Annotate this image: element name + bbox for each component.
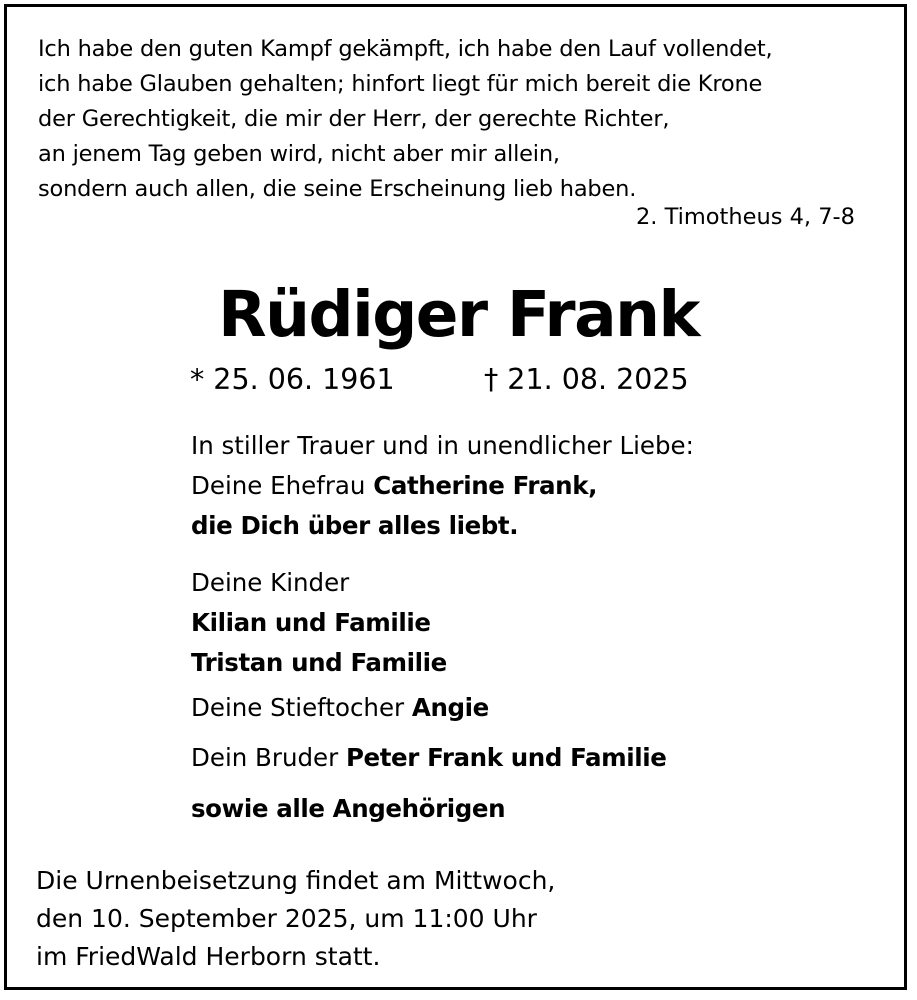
birth-date: * 25. 06. 1961 <box>190 363 395 396</box>
verse-line: sondern auch allen, die seine Erscheinung lieb haben. <box>38 176 637 202</box>
verse-line: der Gerechtigkeit, die mir der Herr, der gerechte Richter, <box>38 106 670 132</box>
brother-name: Peter Frank und Familie <box>345 743 667 772</box>
verse-reference: 2. Timotheus 4, 7-8 <box>635 204 855 230</box>
spouse-note: die Dich über alles liebt. <box>191 511 519 540</box>
child-entry: Kilian und Familie <box>191 608 431 637</box>
bible-verse <box>38 32 878 207</box>
burial-notice <box>36 862 736 976</box>
verse-line: ich habe Glauben gehalten; hinfort liegt für mich bereit die Krone <box>38 71 763 97</box>
child-entry: Tristan und Familie <box>191 648 447 677</box>
relatives-text: sowie alle Angehörigen <box>191 794 506 823</box>
spouse-prefix: Deine Ehefrau <box>191 471 374 500</box>
burial-line: im FriedWald Herborn statt. <box>36 942 381 971</box>
spouse-name: Catherine Frank, <box>373 471 598 500</box>
children-block <box>191 563 891 683</box>
spouse-line <box>191 466 891 506</box>
children-label: Deine Kinder <box>191 568 350 597</box>
burial-line: den 10. September 2025, um 11:00 Uhr <box>36 904 537 933</box>
mourners-spouse-block <box>191 426 891 546</box>
stepdaughter-name: Angie <box>411 693 489 722</box>
brother-line <box>191 738 891 778</box>
deceased-name: Rüdiger Frank <box>218 278 699 351</box>
mourning-intro: In stiller Trauer und in unendlicher Liebe: <box>191 431 694 460</box>
stepdaughter-line <box>191 688 891 728</box>
stepdaughter-prefix: Deine Stieftocher <box>191 693 412 722</box>
relatives-line <box>191 789 891 829</box>
death-date: † 21. 08. 2025 <box>484 363 689 396</box>
burial-line: Die Urnenbeisetzung findet am Mittwoch, <box>36 866 556 895</box>
verse-line: an jenem Tag geben wird, nicht aber mir allein, <box>38 141 560 167</box>
brother-prefix: Dein Bruder <box>191 743 346 772</box>
verse-line: Ich habe den guten Kampf gekämpft, ich habe den Lauf vollendet, <box>38 36 773 62</box>
